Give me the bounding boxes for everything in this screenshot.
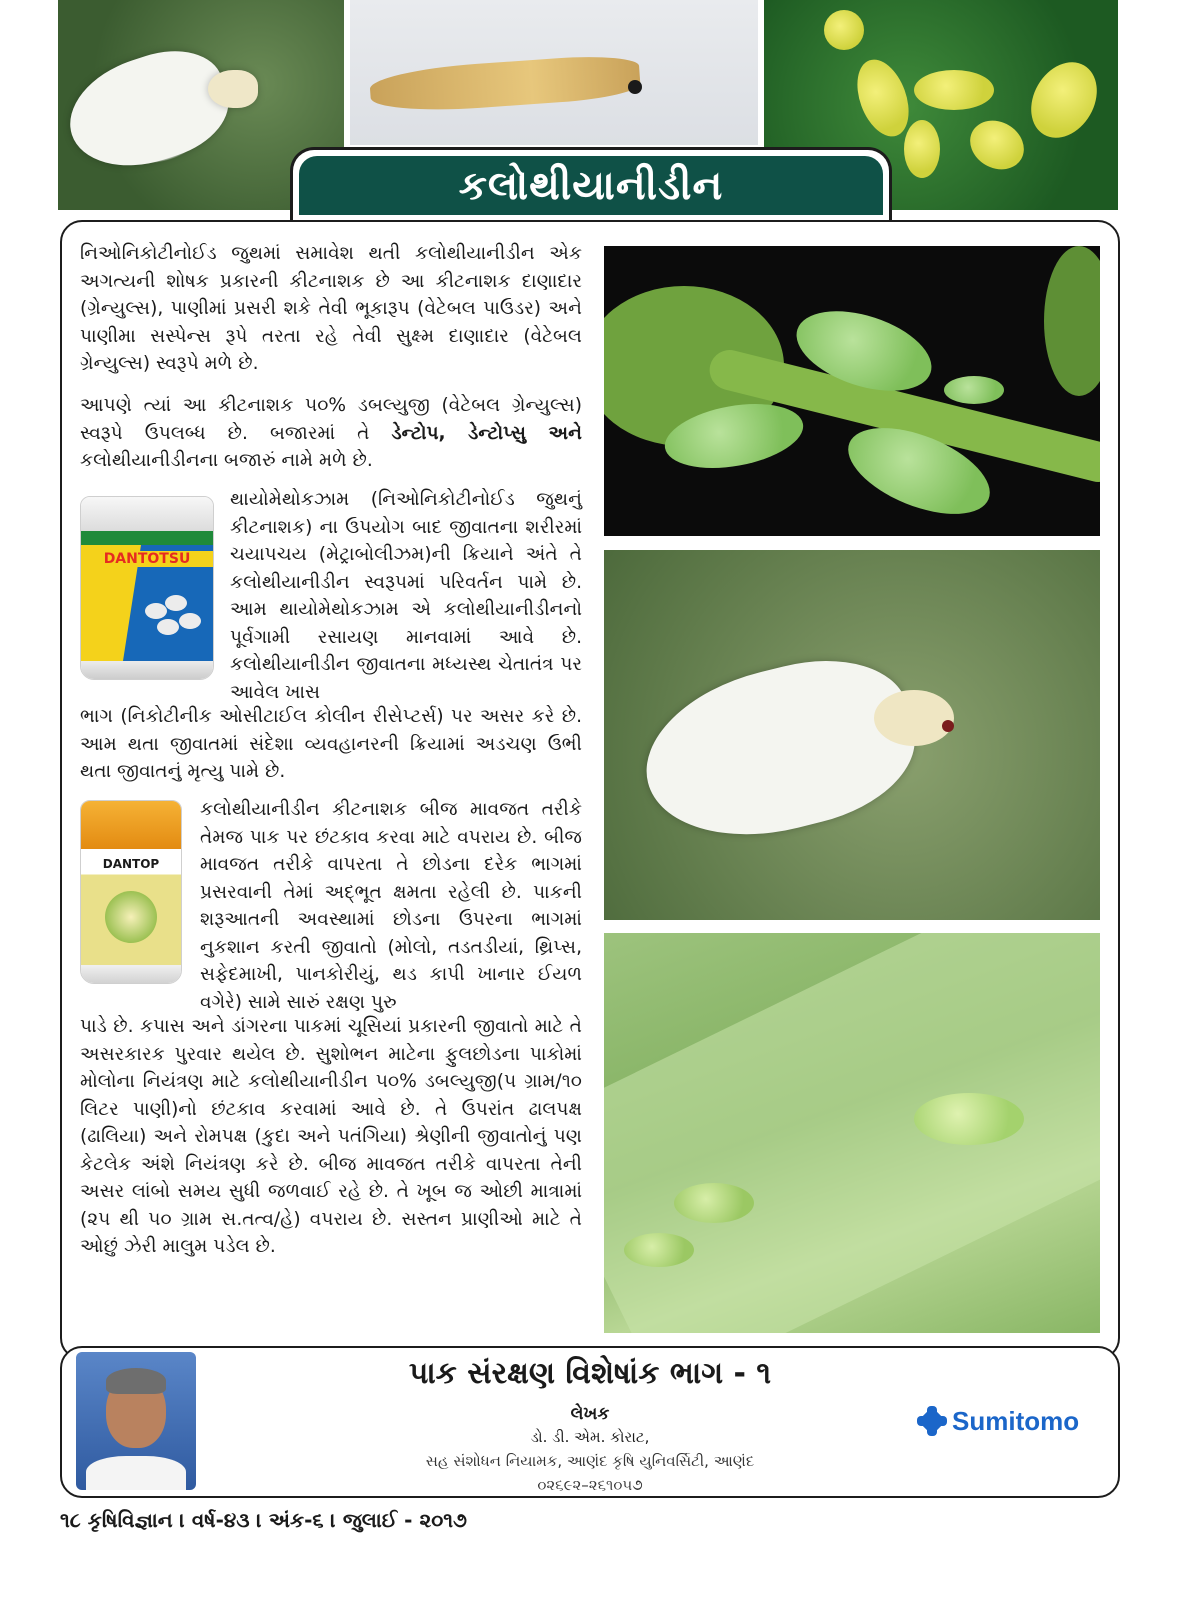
author-phone: ૦૨૬૯૨–૨૬૧૦૫૭ <box>537 1476 643 1494</box>
article-paragraph-3-wrap: થાયોમેથોકઝામ (નિઓનિકોટીનોઈડ જુથનું કીટનાશક) ના ઉપયોગ બાદ જીવાતના શરીરમાં ચયાપચય (મેટ્રાબોલીઝમ)ની ક્રિયાને અંતે તે કલોથીયાનીડીન સ્વરૂપમાં પરિવર્તન પામે છે. આમ થાયોમેથોકઝામ એ કલોથીયાનીડીનનો પૂર્વગામી રસાયણ માનવામાં આવે છે. કલોથીયાનીડીન જીવાતના મધ્યસ્થ ચેતાતંત્ર પર આવેલ ખાસ <box>230 489 582 703</box>
aphids-on-leaf-photo <box>604 933 1100 1333</box>
title-banner-inner <box>299 156 883 215</box>
page-footer: ૧૮ કૃષિવિજ્ઞાન । વર્ષ-૪૩ । અંક-૬ । જુલાઈ - ૨૦૧૭ <box>60 1508 467 1532</box>
paragraph-2-text-start: આપણે ત્યાં આ કીટનાશક ૫૦% ડબલ્યુજી (વેટેબલ ગ્રેન્યુલ્સ) સ્વરૂપે ઉપલબ્ધ છે. બજારમાં તે <box>80 395 582 444</box>
whitefly-closeup-photo <box>604 550 1100 920</box>
author-name: ડો. ડી. એમ. કોરાટ, <box>530 1428 650 1446</box>
sumitomo-wordmark: Sumitomo <box>952 1405 1080 1436</box>
dantotsu-product-image <box>80 496 214 680</box>
dantotsu-brand-label: DANTOTSU <box>81 551 213 567</box>
brand-names-bold: ડેન્ટોપ, ડેન્ટોપ્સુ અને <box>391 422 582 444</box>
sumitomo-logo <box>916 1406 1079 1436</box>
author-photo <box>76 1352 196 1490</box>
special-issue-title: પાક સંરક્ષણ વિશેષાંક ભાગ - ૧ <box>408 1356 772 1391</box>
aphids-on-stem-photo <box>604 246 1100 536</box>
dantop-product-image <box>80 800 182 984</box>
sumitomo-diamond-icon <box>916 1406 948 1436</box>
author-designation: સહ સંશોધન નિયામક, આણંદ કૃષિ યુનિવર્સિટી, આણંદ <box>425 1452 755 1470</box>
page-title: કલોથીયાનીડીન <box>458 162 724 209</box>
title-banner <box>290 147 892 221</box>
article-paragraph-1: નિઓનિકોટીનોઈડ જુથમાં સમાવેશ થતી કલોથીયાનીડીન એક અગત્યની શોષક પ્રકારની કીટનાશક છે આ કીટનાશક દાણાદાર (ગ્રેન્યુલ્સ), પાણીમાં પ્રસરી શકે તેવી ભૂકારૂપ (વેટેબલ પાઉડર) અને પાણીમા સસ્પેન્સ રૂપે તરતા રહે તેવી સુક્ષ્મ દાણાદાર (વેટેબલ ગ્રેન્યુલ્સ) સ્વરૂપે મળે છે. <box>80 243 582 374</box>
article-paragraph-2 <box>80 392 582 475</box>
article-paragraph-4-wrap: કલોથીયાનીડીન કીટનાશક બીજ માવજત તરીકે તેમજ પાક પર છંટકાવ કરવા માટે વપરાય છે. બીજ માવજત તરીકે વાપરતા તે છોડના દરેક ભાગમાં પ્રસરવાની તેમાં અદ્‌ભૂત ક્ષમતા રહેલી છે. પાકની શરૂઆતની અવસ્થામાં છોડના ઉપરના ભાગમાં નુકશાન કરતી જીવાતો (મોલો, તડતડીયાં, થ્રિપ્સ, સફેદમાખી, પાનકોરીયું, થડ કાપી ખાનાર ઈયળ વગેરે) સામે સારું રક્ષણ પુરુ <box>200 799 582 1013</box>
article-paragraph-4-cont: પાડે છે. કપાસ અને ડાંગરના પાકમાં ચૂસિયાં પ્રકારની જીવાતો માટે તે અસરકારક પુરવાર થયેલ છે. સુશોભન માટેના ફુલછોડના પાકોમાં મોલોના નિયંત્રણ માટે કલોથીયાનીડીન ૫૦% ડબલ્યુજી(૫ ગ્રામ/૧૦ લિટર પાણી)નો છંટકાવ કરવામાં આવે છે. તે ઉપરાંત ઢાલપક્ષ (ઢાલિયા) અને રોમપક્ષ (કુદા અને પતંગિયા) શ્રેણીની જીવાતોનું પણ કેટલેક અંશે નિયંત્રણ કરે છે. બીજ માવજત તરીકે વાપરતા તેની અસર લાંબો સમય સુધી જળવાઈ રહે છે. તે ખૂબ જ ઓછી માત્રામાં (૨૫ થી ૫૦ ગ્રામ સ.તત્વ/હે) વપરાય છે. સસ્તન પ્રાણીઓ માટે તે ઓછું ઝેરી માલુમ પડેલ છે. <box>80 1016 582 1257</box>
thrips-top-photo <box>350 0 758 145</box>
author-label: લેખક <box>570 1404 610 1424</box>
article-paragraph-3-cont: ભાગ (નિકોટીનીક ઓસીટાઈલ કોલીન રીસેપ્ટર્સ) પર અસર કરે છે. આમ થતા જીવાતમાં સંદેશા વ્યવહાનરની ક્રિયામાં અડચણ ઉભી થતા જીવાતનું મૃત્યુ પામે છે. <box>80 706 582 782</box>
paragraph-2-text-end: કલોથીયાનીડીનના બજારું નામે મળે છે. <box>80 450 373 471</box>
dantop-brand-label: DANTOP <box>102 857 160 871</box>
